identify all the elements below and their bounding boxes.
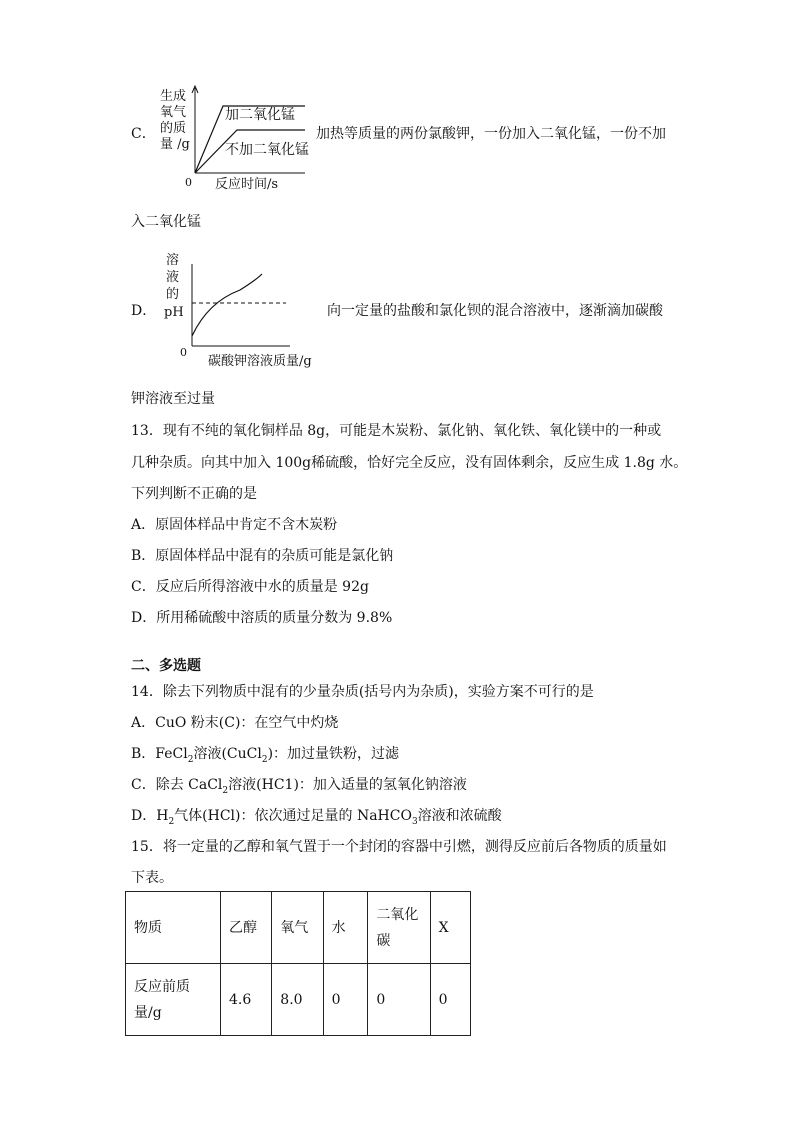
q13-option-b: B．原固体样品中混有的杂质可能是氯化钠 (131, 548, 394, 564)
table-cell: 物质 (126, 892, 221, 964)
q13-stem-1: 13．现有不纯的氧化铜样品 8g，可能是木炭粉、氯化钠、氧化铁、氧化镁中的一种或 (131, 423, 662, 439)
d-origin: 0 (180, 346, 187, 359)
d-ylabel-4: pH (164, 305, 184, 320)
q13-stem-3: 下列判断不正确的是 (131, 486, 257, 502)
d-ylabel-1: 溶 (166, 253, 180, 268)
q13-option-c: C．反应后所得溶液中水的质量是 92g (131, 579, 369, 595)
table-cell: 水 (323, 892, 368, 964)
table-cell: X (430, 892, 470, 964)
table-cell: 4.6 (220, 964, 271, 1036)
table-cell: 乙醇 (220, 892, 271, 964)
q14-option-d: D．$H_2$气体(HCl)：依次通过足量的 NaHCO$_3$溶液和浓硫酸 (131, 808, 502, 827)
table-cell: 0 (368, 964, 430, 1036)
option-c-desc-1: 加热等质量的两份氯酸钾，一份加入二氧化锰，一份不加 (316, 126, 666, 142)
c-ylabel-1: 生成 (160, 89, 187, 104)
q14-option-a: A．CuO 粉末(C)：在空气中灼烧 (131, 715, 339, 731)
option-d-desc-2: 钾溶液至过量 (131, 391, 215, 407)
q15-stem-2: 下表。 (131, 870, 173, 886)
option-d-desc-1: 向一定量的盐酸和氯化钡的混合溶液中，逐渐滴加碳酸 (327, 303, 663, 319)
q13-option-a: A．原固体样品中肯定不含木炭粉 (131, 517, 338, 533)
c-curve2-label: 不加二氧化锰 (225, 142, 309, 158)
option-c-graph (155, 80, 315, 190)
c-xlabel: 反应时间/s (215, 177, 279, 192)
table-cell: 氧气 (272, 892, 323, 964)
c-ylabel-3: 的质 (160, 121, 187, 136)
option-c-desc-2: 入二氧化锰 (131, 214, 201, 230)
q14-option-c: C．除去 CaCl$_2$溶液(HC1)：加入适量的氢氧化钠溶液 (131, 777, 467, 796)
q15-mass-table (125, 891, 471, 1036)
table-cell: 8.0 (272, 964, 323, 1036)
q14-stem: 14．除去下列物质中混有的少量杂质(括号内为杂质)，实验方案不可行的是 (131, 684, 594, 700)
c-origin: 0 (185, 176, 192, 189)
q14-option-b: B．FeCl$_2$溶液(CuCl$_2$)：加过量铁粉，过滤 (131, 746, 400, 765)
c-curve1-label: 加二氧化锰 (225, 107, 295, 123)
table-cell: 0 (323, 964, 368, 1036)
d-ylabel-2: 液 (166, 270, 180, 285)
q15-stem-1: 15．将一定量的乙醇和氧气置于一个封闭的容器中引燃，测得反应前后各物质的质量如 (131, 839, 667, 855)
option-c-letter: C． (131, 126, 156, 142)
c-ylabel-4: 量 /g (160, 137, 190, 152)
table-cell: 反应前质量/g (126, 964, 221, 1036)
option-d-letter: D． (131, 303, 157, 319)
d-xlabel: 碳酸钾溶液质量/g (208, 354, 312, 369)
q13-stem-2: 几种杂质。向其中加入 100g稀硫酸，恰好完全反应，没有固体剩余，反应生成 1.8g 水。 (131, 455, 688, 471)
d-ylabel-3: 的 (166, 287, 180, 302)
section-title: 二、多选题 (131, 658, 201, 674)
c-ylabel-2: 氧气 (160, 105, 187, 120)
q13-option-d: D．所用稀硫酸中溶质的质量分数为 9.8% (131, 610, 393, 626)
table-cell: 0 (430, 964, 470, 1036)
table-cell: 二氧化碳 (368, 892, 430, 964)
table-header-row (126, 892, 471, 964)
d-ph-curve (192, 274, 262, 336)
option-d-graph (160, 250, 330, 370)
table-row (126, 964, 471, 1036)
